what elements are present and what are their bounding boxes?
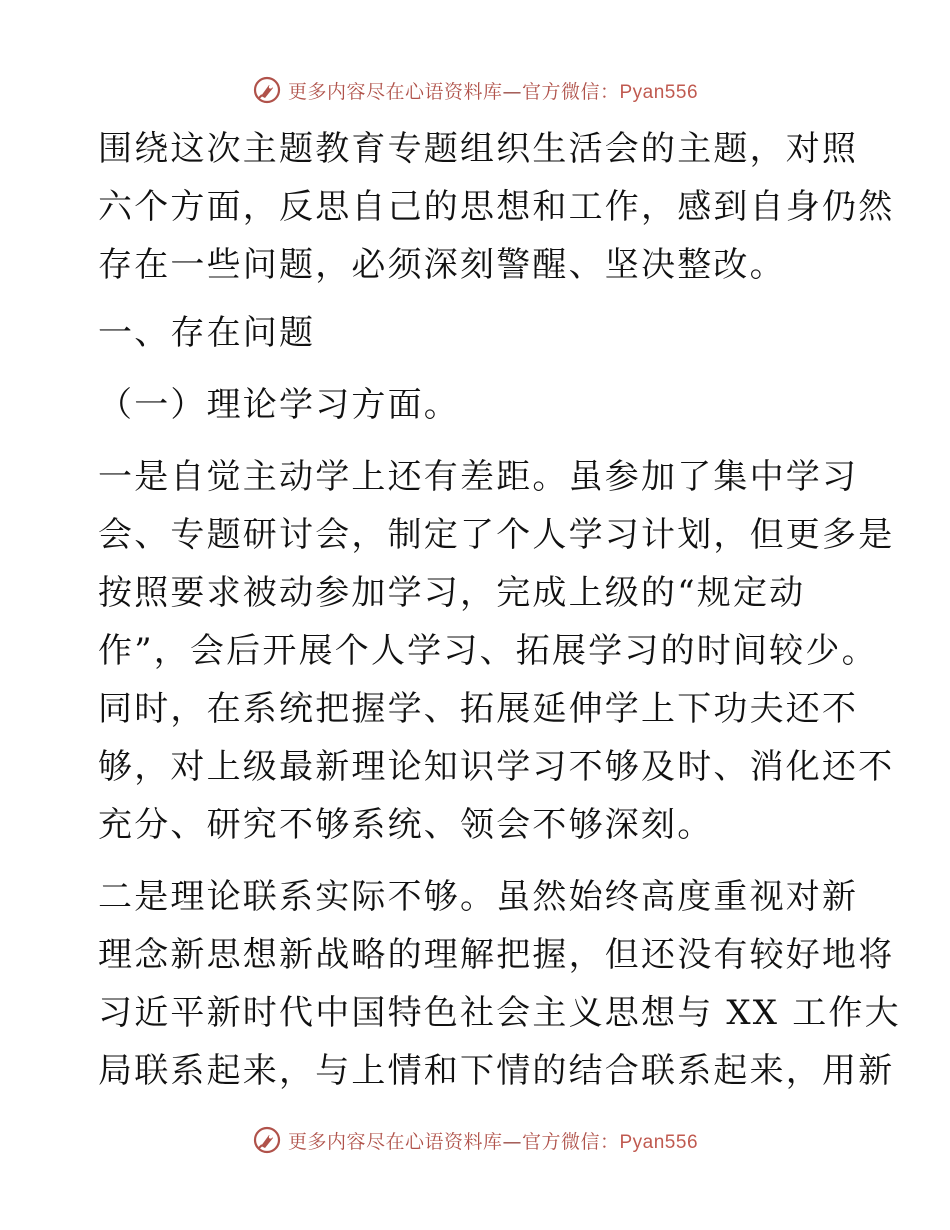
header-banner	[0, 70, 950, 110]
point-one-paragraph	[98, 448, 895, 854]
banner-separator: —	[502, 80, 522, 103]
point-one-line: 作”，会后开展个人学习、拓展学习的时间较少。	[98, 631, 878, 671]
point-two-line: 局联系起来，与上情和下情的结合联系起来，用新	[98, 1051, 895, 1091]
intro-paragraph	[98, 120, 895, 294]
banner-separator: —	[502, 1130, 522, 1153]
point-two-line: 二是理论联系实际不够。虽然始终高度重视对新	[98, 877, 859, 917]
point-one-line: 一是自觉主动学上还有差距。虽参加了集中学习	[98, 457, 859, 497]
footer-banner	[0, 1120, 950, 1160]
banner-official-text: 官方微信：	[521, 80, 620, 103]
point-two-paragraph	[98, 868, 901, 1100]
pen-nib-logo-icon	[252, 1125, 282, 1155]
point-one-line: 充分、研究不够系统、领会不够深刻。	[98, 805, 714, 845]
pen-nib-logo-icon	[252, 75, 282, 105]
intro-line: 存在一些问题，必须深刻警醒、坚决整改。	[98, 245, 786, 285]
point-one-line: 同时，在系统把握学、拓展延伸学上下功夫还不	[98, 689, 859, 729]
point-one-line: 会、专题研讨会，制定了个人学习计划，但更多是	[98, 515, 895, 555]
point-one-line: 够，对上级最新理论知识学习不够及时、消化还不	[98, 747, 895, 787]
banner-main-text: 更多内容尽在心语资料库	[287, 80, 503, 103]
banner-official-text: 官方微信：	[521, 1130, 620, 1153]
banner-main-text: 更多内容尽在心语资料库	[287, 1130, 503, 1153]
subsection-heading: （一）理论学习方面。	[98, 385, 460, 425]
banner-handle: Pyan556	[619, 1131, 699, 1153]
intro-line: 围绕这次主题教育专题组织生活会的主题，对照	[98, 129, 859, 169]
point-two-line: 习近平新时代中国特色社会主义思想与 XX 工作大	[98, 993, 901, 1033]
point-one-line: 按照要求被动参加学习，完成上级的“规定动	[98, 573, 806, 613]
point-two-line: 理念新思想新战略的理解把握，但还没有较好地将	[98, 935, 895, 975]
intro-line: 六个方面，反思自己的思想和工作，感到自身仍然	[98, 187, 895, 227]
section-heading: 一、存在问题	[98, 313, 316, 353]
banner-handle: Pyan556	[619, 81, 699, 103]
banner-text	[288, 77, 698, 104]
banner-text	[288, 1127, 698, 1154]
document-body	[98, 120, 901, 1100]
